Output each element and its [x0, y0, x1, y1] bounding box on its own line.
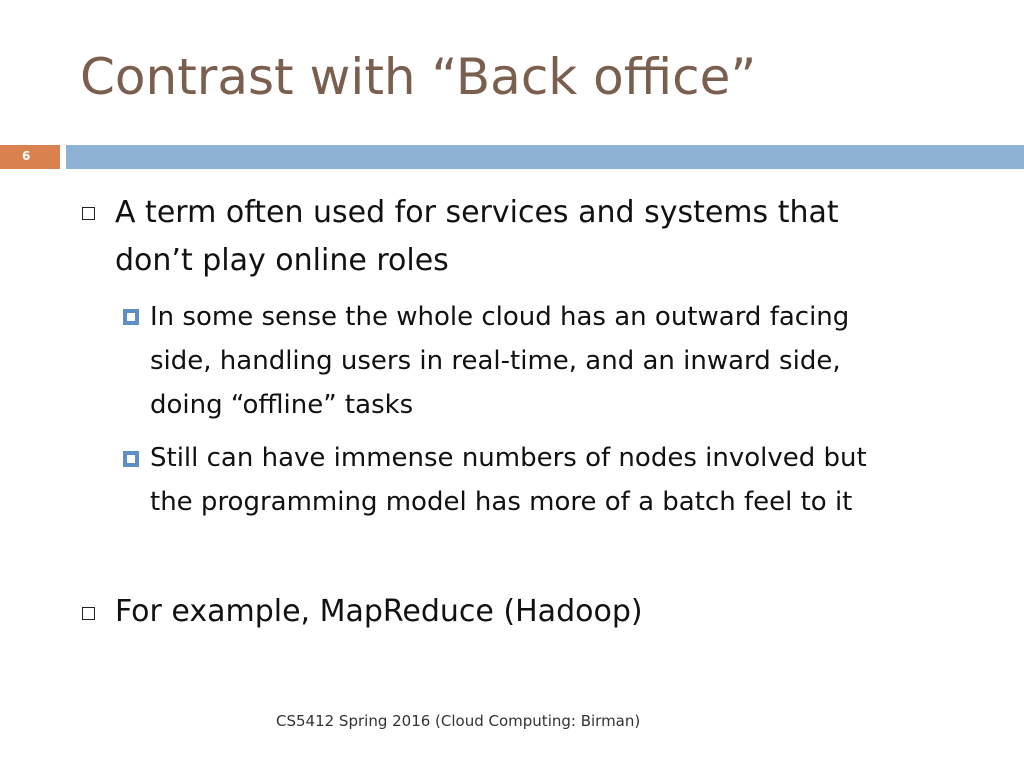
- sub-bullet-1-line-1: In some sense the whole cloud has an outward facing: [150, 302, 850, 332]
- sub-bullet-marker-2: [123, 451, 139, 467]
- slide-title: Contrast with “Back office”: [80, 48, 757, 106]
- sub-bullet-marker-1: [123, 309, 139, 325]
- bullet-1-line-2: don’t play online roles: [115, 243, 449, 278]
- bullet-1-line-1: A term often used for services and systems that: [115, 195, 839, 230]
- sub-bullet-2-line-2: the programming model has more of a batch feel to it: [150, 487, 853, 517]
- title-rule: [66, 145, 1024, 169]
- bullet-marker-1: [82, 207, 95, 220]
- footer-text: CS5412 Spring 2016 (Cloud Computing: Birman): [276, 712, 641, 730]
- sub-bullet-1-line-3: doing “offline” tasks: [150, 390, 414, 420]
- page-number-box: [0, 145, 60, 169]
- bullet-marker-2: [82, 607, 95, 620]
- sub-bullet-2-line-1: Still can have immense numbers of nodes involved but: [150, 443, 867, 473]
- bullet-2-line-1: For example, MapReduce (Hadoop): [115, 594, 643, 629]
- page-number: 6: [22, 149, 31, 163]
- sub-bullet-1-line-2: side, handling users in real-time, and an inward side,: [150, 346, 841, 376]
